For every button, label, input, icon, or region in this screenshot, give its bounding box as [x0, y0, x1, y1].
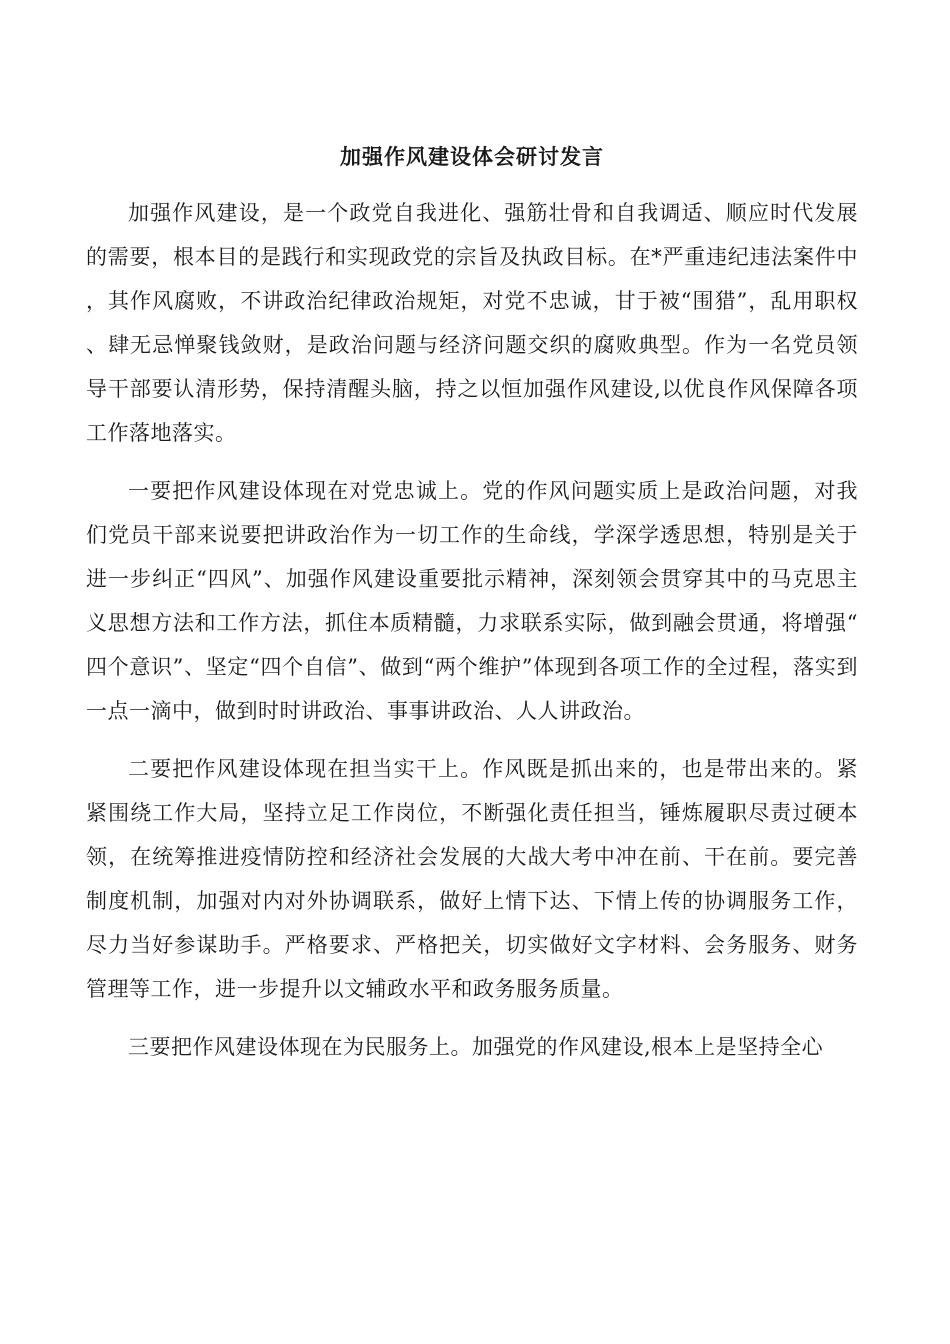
paragraph-intro: 加强作风建设，是一个政党自我进化、强筋壮骨和自我调适、顺应时代发展的需要，根本目的是践行和实现政党的宗旨及执政目标。在*严重违纪违法案件中，其作风腐败，不讲政治纪律政治规矩，对党不忠诚，甘于被“围猎”，乱用职权、肆无忌惮聚钱敛财，是政治问题与经济问题交织的腐败典型。作为一名党员领导干部要认清形势，保持清醒头脑，持之以恒加强作风建设,以优良作风保障各项工作落地落实。	[86, 201, 858, 445]
paragraph-point-one: 一要把作风建设体现在对党忠诚上。党的作风问题实质上是政治问题，对我们党员干部来说要把讲政治作为一切工作的生命线，学深学透思想，特别是关于进一步纠正“四风”、加强作风建设重要批示精神，深刻领会贯穿其中的马克思主义思想方法和工作方法，抓住本质精髓，力求联系实际，做到融会贯通，将增强“四个意识”、坚定“四个自信”、做到“两个维护”体现到各项工作的全过程，落实到一点一滴中，做到时时讲政治、事事讲政治、人人讲政治。	[86, 479, 858, 723]
paragraph-point-two: 二要把作风建设体现在担当实干上。作风既是抓出来的，也是带出来的。紧紧围绕工作大局，坚持立足工作岗位，不断强化责任担当，锤炼履职尽责过硬本领，在统筹推进疫情防控和经济社会发展的大战大考中冲在前、干在前。要完善制度机制，加强对内对外协调联系，做好上情下达、下情上传的协调服务工作，尽力当好参谋助手。严格要求、严格把关，切实做好文字材料、会务服务、财务管理等工作，进一步提升以文辅政水平和政务服务质量。	[86, 757, 858, 1001]
document-title: 加强作风建设体会研讨发言	[340, 144, 604, 169]
paragraph-point-three: 三要把作风建设体现在为民服务上。加强党的作风建设,根本上是坚持全心	[128, 1035, 824, 1059]
document-page	[86, 137, 858, 1083]
